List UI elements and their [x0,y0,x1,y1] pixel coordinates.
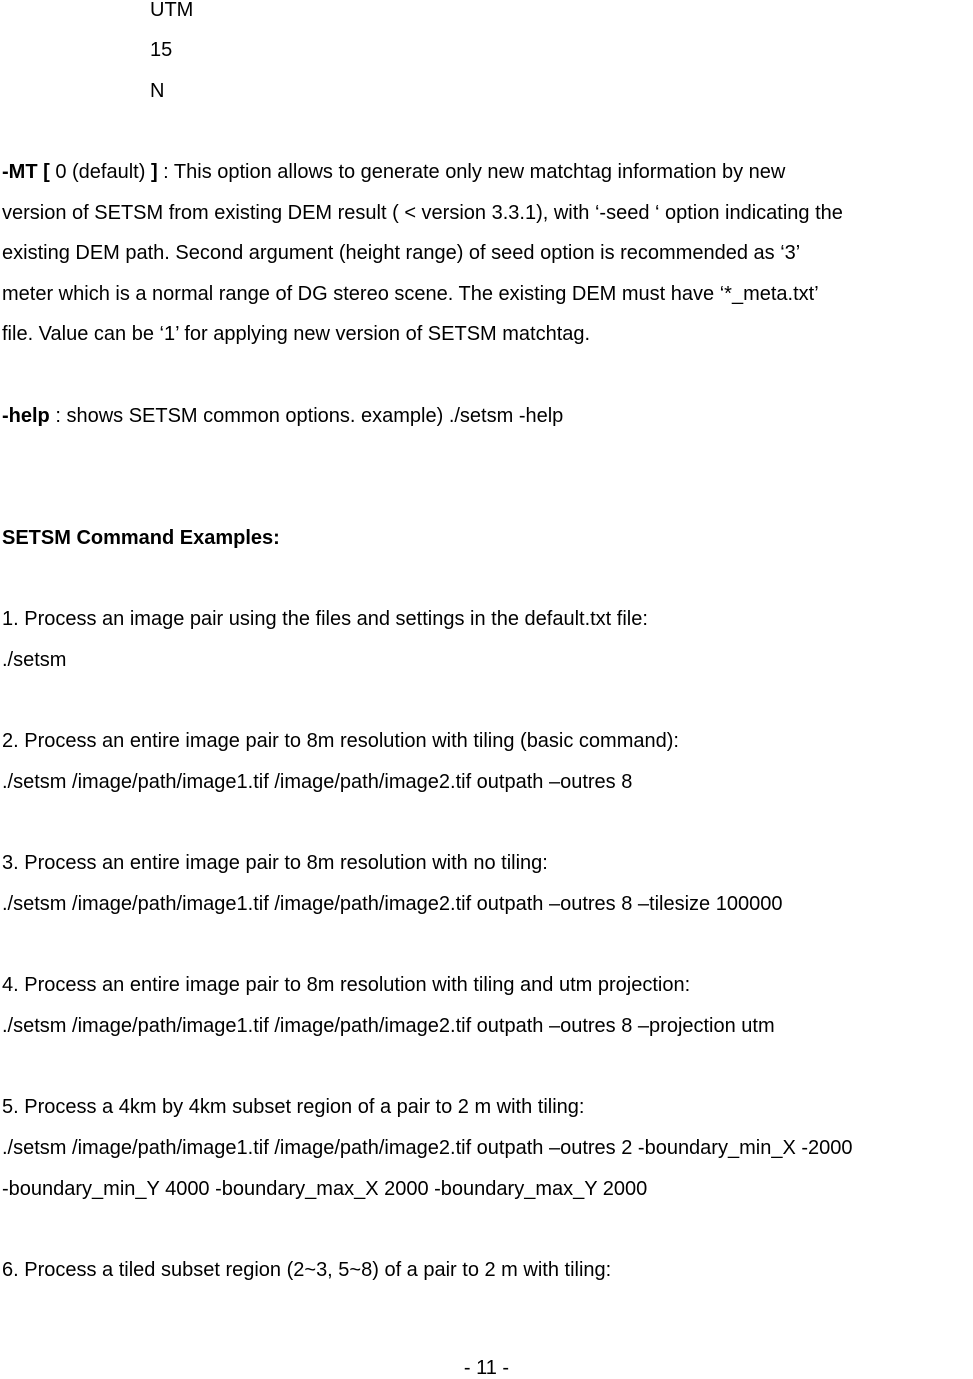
utm-line-1: UTM [150,0,194,21]
example-2-title: 2. Process an entire image pair to 8m resolution with tiling (basic command): [2,730,679,752]
example-6-title: 6. Process a tiled subset region (2~3, 5~8) of a pair to 2 m with tiling: [2,1259,612,1281]
page-number: - 11 - [463,1357,510,1379]
utm-line-2: 15 [150,39,173,61]
example-4-title: 4. Process an entire image pair to 8m resolution with tiling and utm projection: [2,974,691,996]
example-2-command: ./setsm /image/path/image1.tif /image/path/image2.tif outpath –outres 8 [2,771,633,793]
example-3-title: 3. Process an entire image pair to 8m resolution with no tiling: [2,852,548,874]
mt-option-arg: 0 (default) [49,161,151,183]
example-4-command: ./setsm /image/path/image1.tif /image/path/image2.tif outpath –outres 8 –projection utm [2,1015,775,1037]
help-option-flag: -help [2,405,50,427]
mt-option-line-5: file. Value can be ‘1’ for applying new version of SETSM matchtag. [2,323,591,345]
mt-option-line-1 [2,160,785,184]
help-option-desc: : shows SETSM common options. example) ./setsm -help [49,405,564,427]
mt-option-line-4: meter which is a normal range of DG stereo scene. The existing DEM must have ‘*_meta.txt’ [2,283,819,305]
example-1-title: 1. Process an image pair using the files and settings in the default.txt file: [2,608,648,630]
mt-option-line-3: existing DEM path. Second argument (height range) of seed option is recommended as ‘3’ [2,242,801,264]
mt-option-close: ] [150,161,158,183]
example-3-command: ./setsm /image/path/image1.tif /image/path/image2.tif outpath –outres 8 –tilesize 100000 [2,893,783,915]
utm-line-3: N [150,80,165,102]
example-5-command-line-1: ./setsm /image/path/image1.tif /image/path/image2.tif outpath –outres 2 -boundary_min_X -2000 [2,1137,853,1159]
example-5-command-line-2: -boundary_min_Y 4000 -boundary_max_X 2000 -boundary_max_Y 2000 [2,1178,648,1200]
help-option-line [2,404,563,428]
example-5-title: 5. Process a 4km by 4km subset region of a pair to 2 m with tiling: [2,1096,585,1118]
examples-heading: SETSM Command Examples: [2,527,280,549]
mt-option-desc: : This option allows to generate only new matchtag information by new [157,161,786,183]
example-1-command: ./setsm [2,649,67,671]
mt-option-flag: -MT [ [2,161,50,183]
mt-option-line-2: version of SETSM from existing DEM result ( < version 3.3.1), with ‘-seed ‘ option indicating the [2,202,843,224]
